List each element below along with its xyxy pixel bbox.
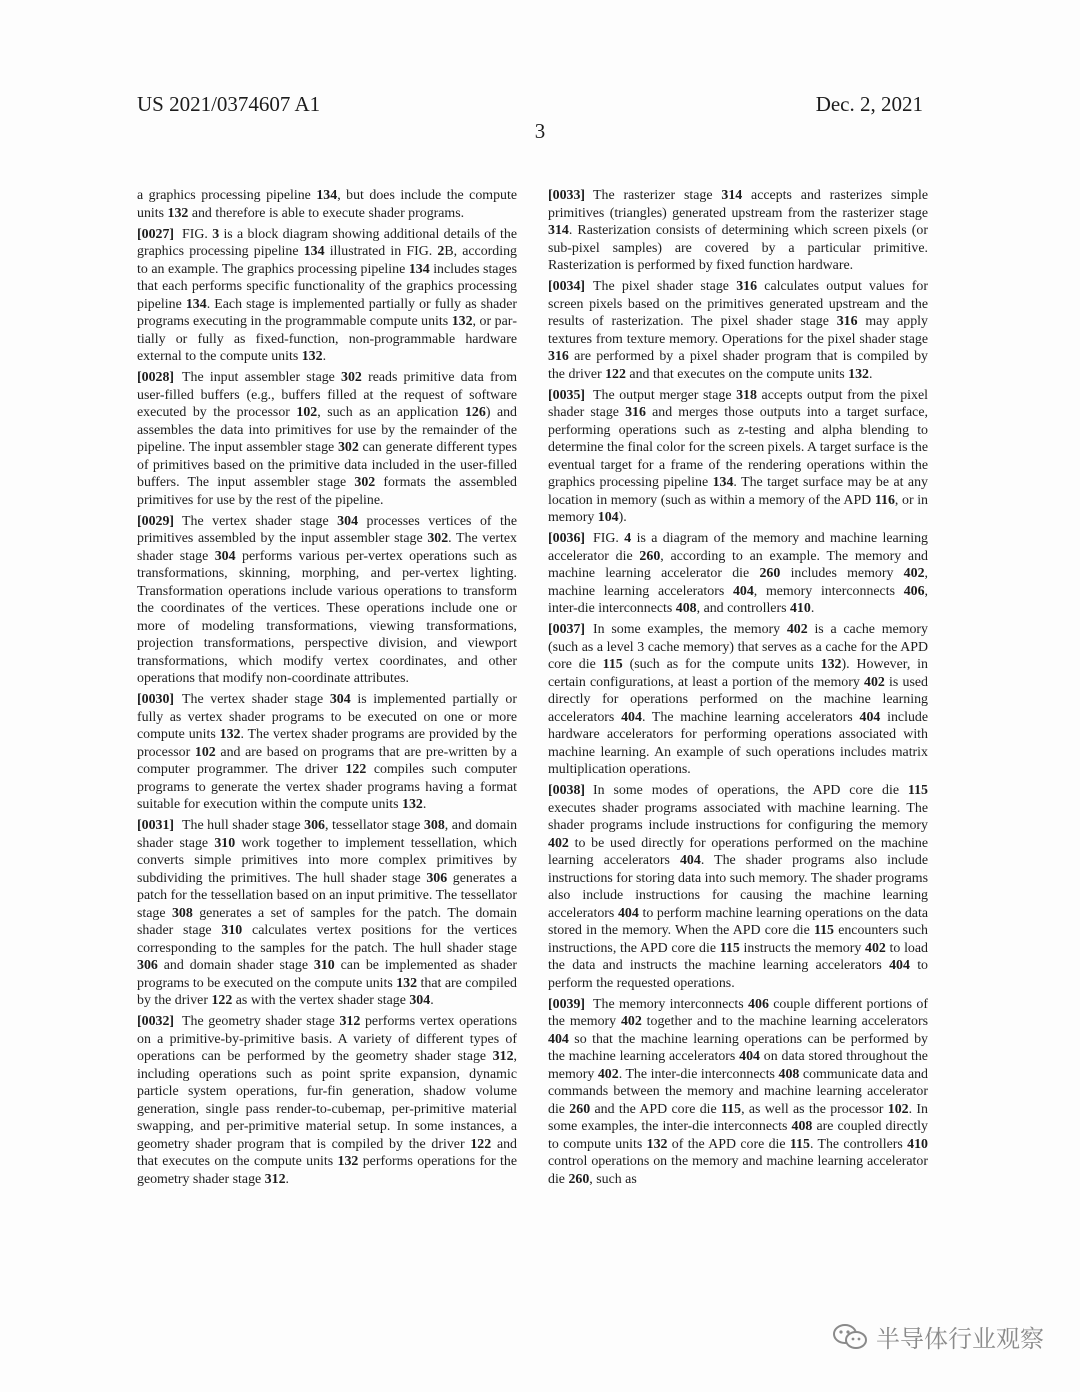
paragraph-id: [0034]: [548, 279, 586, 294]
paragraph-id: [0038]: [548, 783, 586, 798]
paragraph-0028: [137, 369, 517, 509]
paragraph-0031: [137, 817, 517, 1010]
paragraph-text: In some modes of operations, the APD core die 115 executes shader programs associated with machine learning. The shader programs include instructions for configuring the memory 402 to be used directly for operations performed on the machine learning accelerators 404. The shader programs also include instructions for storing data into such memory. The shader programs also include instructions for causing the machine learning accelerators 404 to perform machine learning operations on the data stored in the memory. When the APD core die 115 encounters such instructions, the APD core die 115 instructs the memory 402 to load the data and instructs the machine learning accelerators 404 to perform the requested operations.: [548, 783, 928, 991]
page-number: 3: [534, 119, 546, 143]
paragraph-id: [0029]: [137, 513, 175, 529]
paragraph-continuation: a graphics processing pipeline 134, but does include the compute units 132 and therefore is able to execute shader programs.: [137, 188, 517, 221]
paragraph-0034: [548, 278, 928, 383]
paragraph-text: The memory interconnects 406 couple different portions of the memory 402 together and to the machine learning accelerators 404 so that the machine learning operations can be performed by the machine learning accelerators 404 on data stored throughout the memory 402. The inter-die interconnects 408 communicate data and commands between the memory and machine learning accelerator die 260 and the APD core die 115, as well as the processor 102. In some examples, the inter-die interconnects 408 are coupled directly to compute units 132 of the APD core die 115. The controllers 410 control operations on the memory and machine learning accelerator die 260, such as: [548, 996, 929, 1187]
paragraph-0033: [548, 187, 928, 275]
paragraph-id: [0039]: [548, 996, 586, 1012]
left-column: [137, 187, 517, 1192]
paragraph-text: In some examples, the memory 402 is a cache memory (such as a level 3 cache memory) that serves as a cache for the APD core die 115 (such as for the compute units 132). However, in certain configurations, at least a portion of the memory 402 is used directly for operations performed on the machine learning accelerators 404. The machine learning accelerators 404 include hardware accelerators for performing operations associated with machine learning. An example of such operations includes matrix multiplication operations.: [548, 622, 929, 777]
paragraph-id: [0035]: [548, 387, 586, 403]
paragraph-text: The output merger stage 318 accepts output from the pixel shader stage 316 and merges those outputs into a target surface, performing operations such as z-testing and alpha blending to determine the final color for the screen pixels. A target surface is the eventual target for a frame of the rendering operations within the graphics processing pipeline 134. The target surface may be at any location in memory (such as within a memory of the APD 116, or in memory 104).: [548, 387, 928, 525]
paragraph-id: [0037]: [548, 622, 586, 637]
paragraph-0027: [137, 226, 517, 366]
watermark: [832, 1319, 1044, 1354]
wechat-icon: [832, 1322, 868, 1352]
paragraph-text: The pixel shader stage 316 calculates output values for screen pixels based on the primitives generated upstream and the results of rasterization. The pixel shader stage 316 may apply textures from texture memory. Operations for the pixel shader stage 316 are performed by a pixel shader program that is compiled by the driver 122 and that executes on the compute units 132.: [548, 279, 928, 382]
paragraph-id: [0036]: [548, 531, 586, 546]
paragraph-text: The hull shader stage 306, tessellator stage 308, and domain shader stage 310 work together to implement tessellation, which converts simple primitives into more complex primitives by subdividing the primitives. The hull shader stage 306 generates a patch for the tessellation based on an input primitive. The tessellator stage 308 generates a set of samples for the patch. The domain shader stage 310 calculates vertex positions for the vertices corresponding to the samples for the patch. The hull shader stage 306 and domain shader stage 310 can be implemented as shader programs to be executed on the compute units 132 that are compiled by the driver 122 as with the vertex shader stage 304.: [137, 818, 518, 1008]
paragraph-id: [0031]: [137, 818, 175, 833]
paragraph-0030: [137, 691, 517, 814]
paragraph-0035: [548, 387, 928, 527]
paragraph-text: FIG. 3 is a block diagram showing additional details of the graphics processing pipeline 134 illustrated in FIG. 2B, according to an example. The graphics processing pipeline 134 includes stages that each performs specific functionality of the graphics processing pipeline 134. Each stage is implemented partially or fully as shader programs executing in the programmable compute units 132, or partially or fully as fixed-function, non-programmable hardware external to the compute units 132.: [137, 226, 518, 364]
paragraph-text: The geometry shader stage 312 performs vertex operations on a primitive-by-primitive basis. A variety of different types of operations can be performed by the geometry shader stage 312, including operations such as point sprite expansion, dynamic particle system operations, fur-fin generation, shadow volume generation, single pass render-to-cubemap, per-primitive material swapping, and per-primitive material setup. In some instances, a geometry shader program that is compiled by the driver 122 and that executes on the compute units 132 performs operations for the geometry shader stage 312.: [137, 1014, 517, 1187]
paragraph-text: The input assembler stage 302 reads primitive data from user-filled buffers (e.g., buffers filled at the request of software executed by the processor 102, such as an application 126) and assembles the data into primitives for use by the remainder of the pipeline. The input assembler stage 302 can generate different types of primitives based on the primitive data included in the user-filled buffers. The input assembler stage 302 formats the assembled primitives for use by the rest of the pipeline.: [137, 370, 518, 508]
paragraph-0032: [137, 1013, 517, 1188]
paragraph-id: [0028]: [137, 370, 175, 385]
paragraph-id: [0033]: [548, 188, 586, 203]
header-pub-date: Dec. 2, 2021: [815, 92, 923, 116]
paragraph-text: The vertex shader stage 304 processes vertices of the primitives assembled by the input assembler stage 302. The vertex shader stage 304 performs various per-vertex operations such as transformations, skinning, morphing, and per-vertex lighting. Transformation operations include various operations to transform the coordinates of the vertices. These operations include one or more of modeling transformations, viewing transformations, projection transformations, perspective division, and viewport transformations, which modify vertex coordinates, and other operations that modify non-coordinate attributes.: [137, 513, 517, 686]
paragraph-id: [0027]: [137, 226, 175, 242]
paragraph-0038: [548, 782, 928, 992]
paragraph-0039: [548, 996, 928, 1189]
header-pub-number: US 2021/0374607 A1: [137, 92, 321, 116]
watermark-text: 半导体行业观察: [876, 1325, 1044, 1353]
paragraph-id: [0030]: [137, 692, 175, 707]
paragraph-text: FIG. 4 is a diagram of the memory and machine learning accelerator die 260, according to an example. The memory and machine learning accelerator die 260 includes memory 402, machine learning accelerators 404, memory interconnects 406, inter-die interconnects 408, and controllers 410.: [548, 531, 929, 616]
paragraph-id: [0032]: [137, 1014, 175, 1029]
paragraph-text: The rasterizer stage 314 accepts and rasterizes simple primitives (triangles) generated upstream from the rasterizer stage 314. Rasterization consists of determining which screen pixels (or sub-pixel samples) are covered by a particular primitive. Rasterization is performed by fixed function hardware.: [548, 188, 928, 273]
paragraph-0029: [137, 513, 517, 688]
right-column: [548, 187, 928, 1192]
paragraph-0036: [548, 530, 928, 618]
paragraph-0037: [548, 621, 928, 779]
paragraph-text: The vertex shader stage 304 is implemented partially or fully as vertex shader programs to be executed on one or more compute units 132. The vertex shader programs are provided by the processor 102 and are based on programs that are pre-written by a computer programmer. The driver 122 compiles such computer programs to generate the vertex shader programs having a format suitable for execution within the compute units 132.: [137, 692, 517, 812]
